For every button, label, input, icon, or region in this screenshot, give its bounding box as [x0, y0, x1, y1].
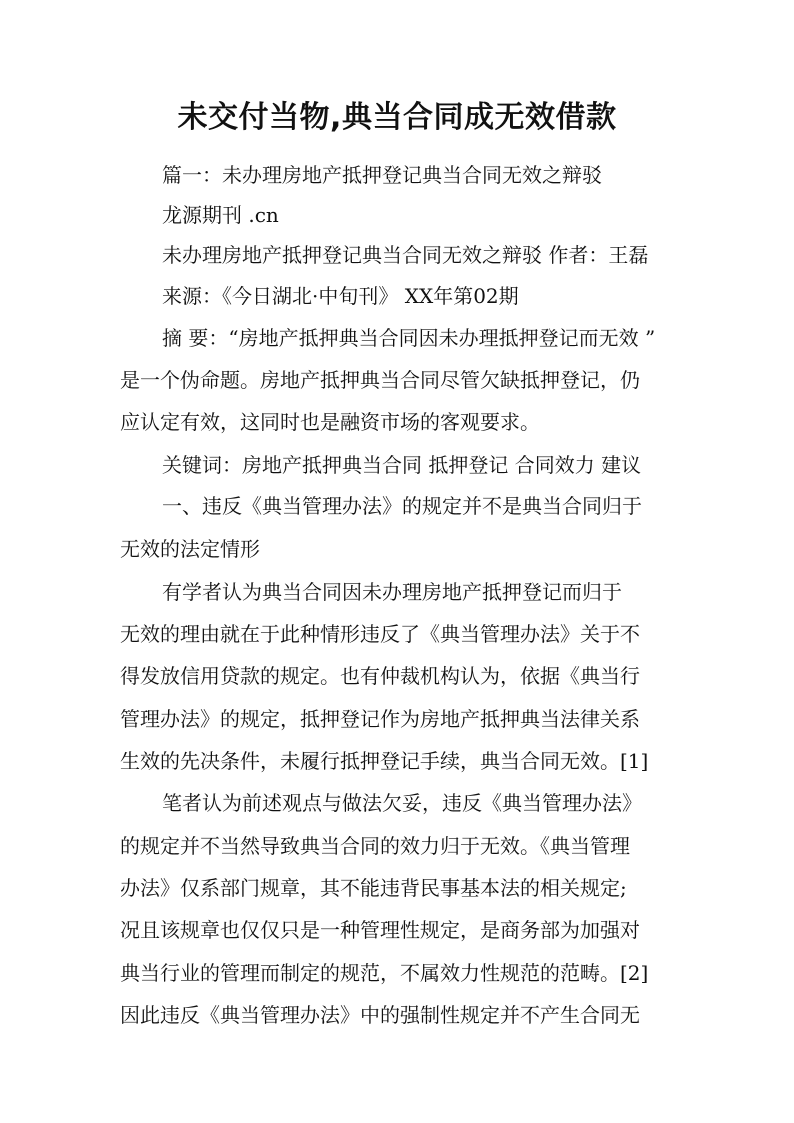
document-title: 未交付当物,典当合同成无效借款: [177, 100, 617, 135]
paragraph-2-line-5: 典当行业的管理而制定的规范，不属效力性规范的范畴。[2]: [120, 961, 649, 985]
paragraph-2-line-2: 的规定并不当然导致典当合同的效力归于无效。《典当管理: [120, 834, 630, 858]
article-title-author-line: 未办理房地产抵押登记典当合同无效之辩驳 作者：王磊: [162, 243, 649, 267]
section-heading-1: 篇一：未办理房地产抵押登记典当合同无效之辩驳: [162, 163, 602, 187]
abstract-line-3: 应认定有效，这同时也是融资市场的客观要求。: [120, 410, 540, 434]
paragraph-2-line-3: 办法》仅系部门规章，其不能违背民事基本法的相关规定;: [120, 876, 627, 900]
paragraph-1-line-4: 管理办法》的规定，抵押登记作为房地产抵押典当法律关系: [120, 707, 640, 731]
paragraph-1-line-5: 生效的先决条件，未履行抵押登记手续，典当合同无效。[1]: [120, 749, 649, 773]
paragraph-2-line-6: 因此违反《典当管理办法》中的强制性规定并不产生合同无: [120, 1003, 640, 1027]
paragraph-1-line-2: 无效的理由就在于此种情形违反了《典当管理办法》关于不: [120, 622, 640, 646]
paragraph-2-line-1: 笔者认为前述观点与做法欠妥，违反《典当管理办法》: [162, 791, 642, 815]
abstract-line-2: 是一个伪命题。房地产抵押典当合同尽管欠缺抵押登记，仍: [120, 368, 640, 392]
article-source-line: 来源：《今日湖北·中旬刊》 XX年第02期: [162, 284, 519, 308]
keywords-line: 关键词：房地产抵押典当合同 抵押登记 合同效力 建议: [162, 453, 642, 477]
paragraph-2-line-4: 况且该规章也仅仅只是一种管理性规定，是商务部为加强对: [120, 918, 640, 942]
section-one-heading-line-1: 一、违反《典当管理办法》的规定并不是典当合同归于: [162, 494, 642, 518]
section-one-heading-line-2: 无效的法定情形: [120, 537, 260, 561]
paragraph-1-line-1: 有学者认为典当合同因未办理房地产抵押登记而归于: [162, 580, 622, 604]
source-domain-line: 龙源期刊 .cn: [162, 203, 279, 227]
paragraph-1-line-3: 得发放信用贷款的规定。也有仲裁机构认为，依据《典当行: [120, 664, 640, 688]
abstract-line-1: 摘 要：“房地产抵押典当合同因未办理抵押登记而无效 ”: [162, 326, 656, 350]
